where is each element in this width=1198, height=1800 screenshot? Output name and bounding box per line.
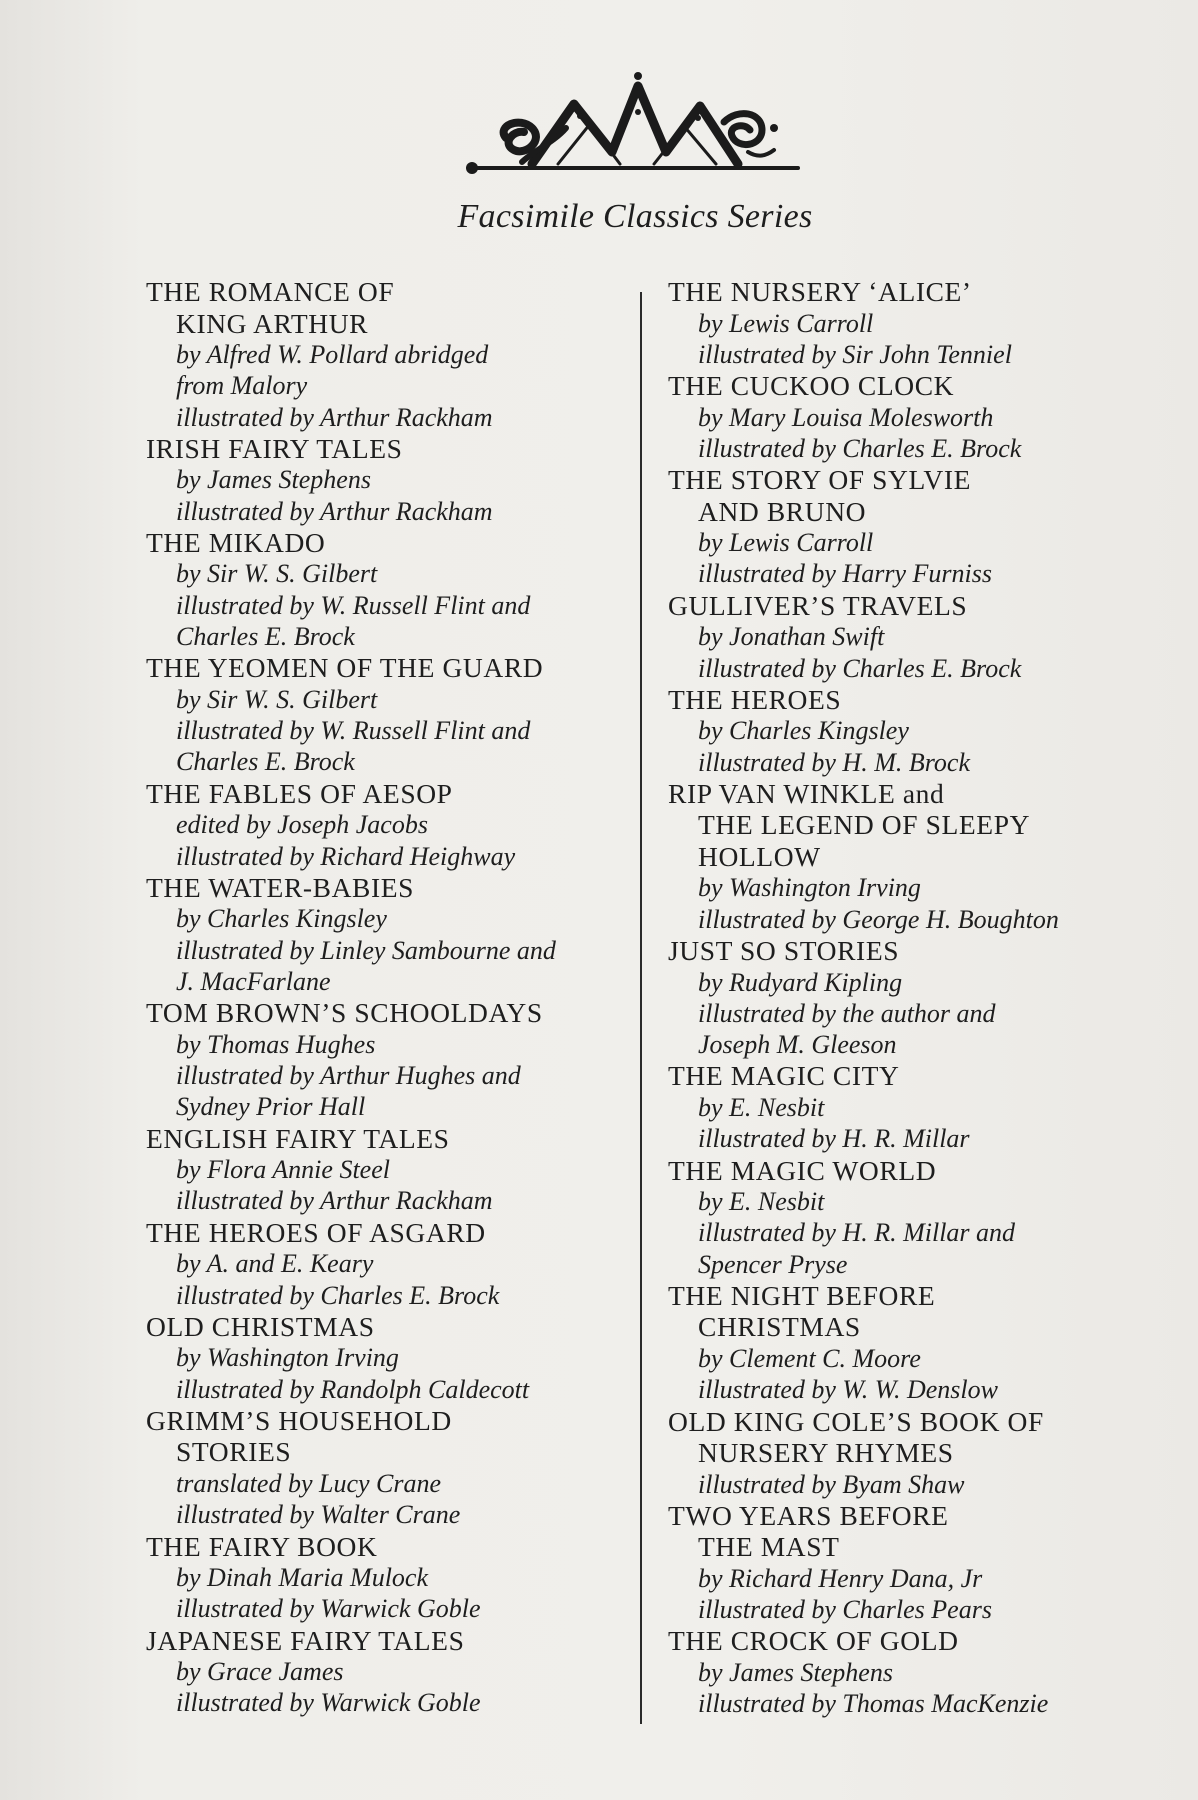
book-credit-line: illustrated by Arthur Rackham — [176, 402, 493, 432]
book-credit-line: by Thomas Hughes — [176, 1029, 376, 1059]
book-credit-line: by Charles Kingsley — [176, 904, 387, 934]
book-entry — [668, 1625, 1148, 1719]
book-credit-line: illustrated by Charles E. Brock — [698, 653, 1022, 683]
book-credit-line: by Clement C. Moore — [698, 1343, 921, 1373]
book-entry — [146, 527, 626, 652]
book-credit-line: by Dinah Maria Mulock — [176, 1563, 429, 1593]
book-title-line: JUST SO STORIES — [668, 935, 900, 967]
book-title-line: THE MIKADO — [146, 526, 326, 558]
book-credit-line: illustrated by Warwick Goble — [176, 1688, 481, 1718]
book-credit-line: Spencer Pryse — [698, 1249, 848, 1279]
book-entry — [146, 652, 626, 777]
book-credit-line: illustrated by W. Russell Flint and — [176, 716, 531, 746]
book-credit-line: illustrated by Sir John Tenniel — [698, 339, 1012, 369]
book-credit-line: by Mary Louisa Molesworth — [698, 402, 994, 432]
book-credit-line: by Lewis Carroll — [698, 528, 874, 558]
book-credit-line: by Washington Irving — [176, 1343, 399, 1373]
book-credit-line: illustrated by Arthur Rackham — [176, 1186, 493, 1216]
book-entry — [146, 778, 626, 872]
book-entry — [668, 935, 1148, 1060]
book-entry — [668, 1500, 1148, 1626]
book-credit-line: by A. and E. Keary — [176, 1249, 374, 1279]
book-title-line: GRIMM’S HOUSEHOLD — [146, 1404, 452, 1436]
right-book-list — [668, 276, 1148, 1720]
book-title-line: STORIES — [176, 1436, 292, 1468]
book-title-line: NURSERY RHYMES — [698, 1437, 954, 1469]
book-credit-line: by Sir W. S. Gilbert — [176, 559, 378, 589]
book-title-line: HOLLOW — [698, 840, 821, 872]
book-entry — [146, 872, 626, 997]
book-credit-line: illustrated by W. Russell Flint and — [176, 590, 531, 620]
book-credit-line: by Sir W. S. Gilbert — [176, 684, 378, 714]
book-credit-line: by Flora Annie Steel — [176, 1155, 390, 1185]
book-credit-line: illustrated by Walter Crane — [176, 1500, 461, 1530]
book-entry — [668, 1060, 1148, 1154]
book-title-line: THE FABLES OF AESOP — [146, 777, 453, 809]
book-credit-line: illustrated by George H. Boughton — [698, 904, 1059, 934]
book-credit-line: illustrated by Richard Heighway — [176, 841, 516, 871]
book-title-line: THE LEGEND OF SLEEPY — [698, 809, 1031, 841]
book-credit-line: by Alfred W. Pollard abridged — [176, 340, 489, 369]
book-title-line: AND BRUNO — [698, 495, 867, 527]
book-title-line: THE CROCK OF GOLD — [668, 1625, 959, 1657]
book-entry — [668, 464, 1148, 590]
book-title-line: THE MAST — [698, 1531, 840, 1563]
book-credit-line: Sydney Prior Hall — [176, 1092, 366, 1122]
book-title-line: THE STORY OF SYLVIE — [668, 464, 971, 496]
book-entry — [668, 276, 1148, 370]
book-entry — [146, 433, 626, 527]
book-credit-line: J. MacFarlane — [176, 966, 331, 996]
book-credit-line: illustrated by Charles E. Brock — [698, 433, 1022, 463]
book-title-line: ENGLISH FAIRY TALES — [146, 1122, 450, 1154]
book-title-line: THE CUCKOO CLOCK — [668, 370, 955, 402]
book-title-line: THE NIGHT BEFORE — [668, 1279, 936, 1311]
book-title-line: THE HEROES OF ASGARD — [146, 1216, 486, 1248]
book-credit-line: by Washington Irving — [698, 873, 921, 903]
book-credit-line: illustrated by Warwick Goble — [176, 1594, 481, 1624]
book-title-line: THE MAGIC WORLD — [668, 1154, 937, 1186]
book-title-line: THE YEOMEN OF THE GUARD — [146, 652, 544, 684]
book-title-line: KING ARTHUR — [176, 307, 369, 339]
book-entry — [146, 1123, 626, 1217]
book-title-line: IRISH FAIRY TALES — [146, 432, 403, 464]
decorative-flourish-ornament-icon — [462, 72, 802, 182]
book-title-line: GULLIVER’S TRAVELS — [668, 589, 968, 621]
book-credit-line: by Rudyard Kipling — [698, 967, 903, 997]
book-credit-line: by James Stephens — [176, 465, 371, 495]
book-credit-line: Joseph M. Gleeson — [698, 1030, 897, 1060]
book-entry — [146, 1311, 626, 1405]
book-title-line: TOM BROWN’S SCHOOLDAYS — [146, 997, 543, 1029]
book-title-line: TWO YEARS BEFORE — [668, 1499, 949, 1531]
book-entry — [146, 1405, 626, 1531]
book-credit-line: by Jonathan Swift — [698, 622, 885, 652]
book-credit-line: illustrated by H. R. Millar — [698, 1124, 970, 1154]
book-entry — [668, 1155, 1148, 1280]
book-entry — [668, 778, 1148, 935]
book-credit-line: illustrated by W. W. Denslow — [698, 1375, 998, 1405]
book-credit-line: by Richard Henry Dana, Jr — [698, 1563, 983, 1593]
book-credit-line: Charles E. Brock — [176, 747, 355, 777]
book-credit-line: by Charles Kingsley — [698, 716, 909, 746]
book-title-line: THE WATER-BABIES — [146, 871, 415, 903]
book-credit-line: from Malory — [176, 371, 308, 401]
book-entry — [146, 1625, 626, 1719]
book-credit-line: illustrated by Byam Shaw — [698, 1469, 965, 1499]
book-credit-line: edited by Joseph Jacobs — [176, 810, 428, 840]
column-divider — [640, 292, 642, 1724]
book-title-line: OLD KING COLE’S BOOK OF — [668, 1405, 1044, 1437]
book-entry — [668, 1280, 1148, 1406]
book-credit-line: Charles E. Brock — [176, 622, 355, 652]
book-entry — [146, 1531, 626, 1625]
book-credit-line: illustrated by Arthur Hughes and — [176, 1061, 521, 1091]
left-book-list — [146, 276, 626, 1719]
book-entry — [146, 1217, 626, 1311]
book-title-line: OLD CHRISTMAS — [146, 1310, 375, 1342]
book-credit-line: by E. Nesbit — [698, 1092, 825, 1122]
book-credit-line: illustrated by Charles E. Brock — [176, 1280, 500, 1310]
book-title-line: JAPANESE FAIRY TALES — [146, 1624, 465, 1656]
book-title-line: RIP VAN WINKLE and — [668, 777, 945, 809]
book-credit-line: illustrated by Charles Pears — [698, 1595, 992, 1625]
book-title-line: THE FAIRY BOOK — [146, 1530, 378, 1562]
series-title: Facsimile Classics Series — [457, 198, 813, 235]
book-entry — [668, 370, 1148, 464]
book-title-line: CHRISTMAS — [698, 1311, 861, 1343]
book-credit-line: illustrated by Randolph Caldecott — [176, 1374, 530, 1404]
book-title-line: THE ROMANCE OF — [146, 276, 395, 307]
book-entry — [668, 590, 1148, 684]
book-entry — [146, 276, 626, 433]
book-credit-line: illustrated by the author and — [698, 998, 996, 1028]
book-credit-line: illustrated by Thomas MacKenzie — [698, 1689, 1049, 1719]
book-credit-line: by Grace James — [176, 1657, 344, 1687]
book-credit-line: by Lewis Carroll — [698, 308, 874, 338]
book-credit-line: illustrated by Linley Sambourne and — [176, 935, 556, 965]
book-entry — [146, 997, 626, 1122]
book-credit-line: by E. Nesbit — [698, 1187, 825, 1217]
book-credit-line: illustrated by Arthur Rackham — [176, 496, 493, 526]
book-entry — [668, 1406, 1148, 1500]
book-credit-line: illustrated by H. R. Millar and — [698, 1218, 1016, 1248]
book-title-line: THE NURSERY ‘ALICE’ — [668, 276, 972, 307]
book-entry — [668, 684, 1148, 778]
book-credit-line: illustrated by Harry Furniss — [698, 559, 992, 589]
book-credit-line: by James Stephens — [698, 1657, 893, 1687]
book-title-line: THE HEROES — [668, 683, 842, 715]
book-title-line: THE MAGIC CITY — [668, 1060, 900, 1092]
book-credit-line: translated by Lucy Crane — [176, 1468, 442, 1498]
book-credit-line: illustrated by H. M. Brock — [698, 747, 970, 777]
